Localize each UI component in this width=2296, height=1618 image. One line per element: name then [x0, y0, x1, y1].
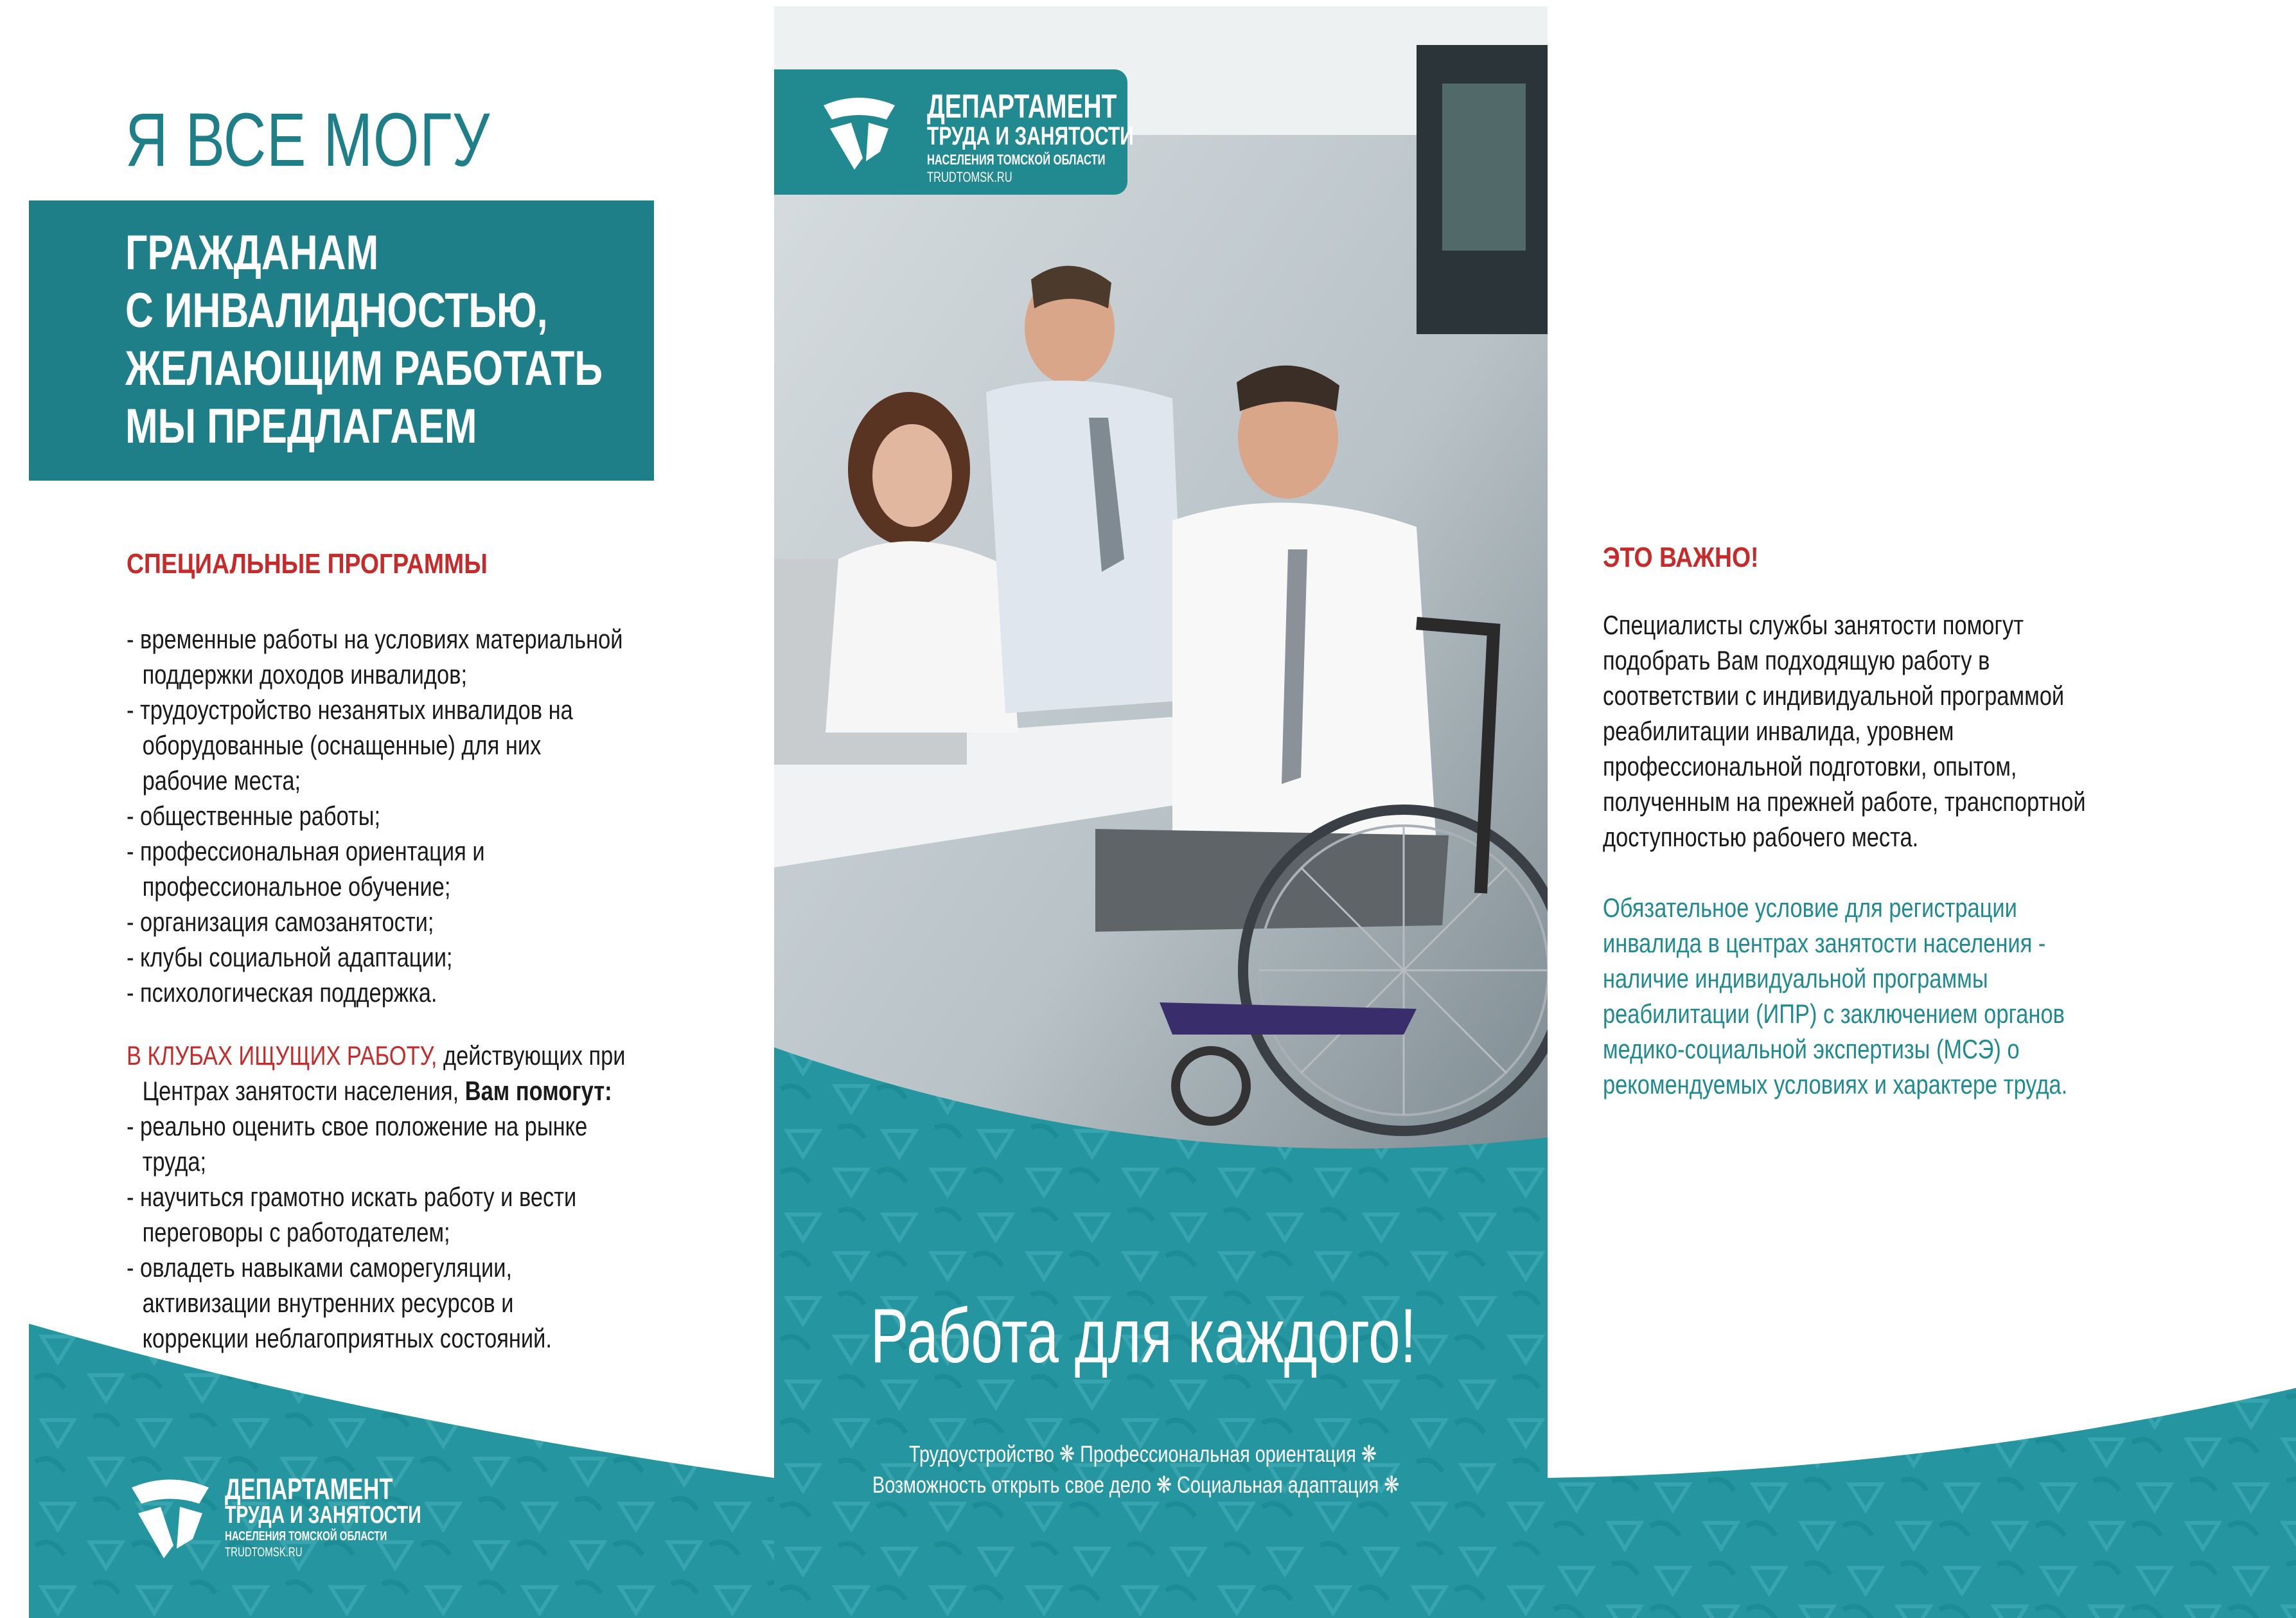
banner-line-3: ЖЕЛАЮЩИМ РАБОТАТЬ — [125, 341, 603, 396]
department-logo-bottom — [122, 1468, 421, 1571]
paragraph-line: профессиональной подготовки, опытом, — [1603, 751, 2017, 781]
list-item: профессиональное обучение; — [142, 871, 451, 902]
logo-line-4: TRUDTOMSK.RU — [225, 1545, 303, 1560]
clubs-line2-prefix: Центрах занятости населения, — [142, 1076, 465, 1106]
paragraph-line: полученным на прежней работе, транспортной — [1603, 787, 2086, 817]
paragraph-line: доступностью рабочего места. — [1603, 822, 1919, 852]
banner-line-2: С ИНВАЛИДНОСТЬЮ, — [125, 283, 548, 338]
list-item: - психологическая поддержка. — [127, 977, 437, 1008]
programs-heading: СПЕЦИАЛЬНЫЕ ПРОГРАММЫ — [127, 548, 488, 580]
right-wave-decoration — [1548, 1388, 2296, 1618]
clubs-rest-text: действующих при — [437, 1040, 626, 1071]
paragraph-line: Специалисты службы занятости помогут — [1603, 610, 2024, 640]
list-item: - профессиональная ориентация и — [127, 836, 485, 866]
list-item: - овладеть навыками саморегуляции, — [127, 1252, 513, 1283]
logo-line-2: ТРУДА И ЗАНЯТОСТИ — [225, 1502, 421, 1529]
paragraph-line: рекомендуемых условиях и характере труда. — [1603, 1069, 2068, 1099]
clubs-red-text: В КЛУБАХ ИЩУЩИХ РАБОТУ, — [127, 1040, 437, 1071]
paragraph-line: реабилитации инвалида, уровнем — [1603, 716, 1954, 746]
paragraph-line: медико-социальной экспертизы (МСЭ) о — [1603, 1034, 2020, 1064]
brochure-title: Я ВСЕ МОГУ — [125, 98, 491, 182]
clubs-intro-line-2 — [127, 1073, 626, 1108]
paragraph-line: реабилитации (ИПР) с заключением органов — [1603, 999, 2065, 1029]
important-heading: ЭТО ВАЖНО! — [1603, 542, 1759, 573]
registration-condition-paragraph — [1603, 890, 2067, 1102]
middle-panel — [774, 6, 1548, 1618]
list-item: - организация самозанятости; — [127, 907, 434, 937]
paragraph-line: наличие индивидуальной программы — [1603, 963, 1988, 993]
paragraph-line: инвалида в центрах занятости населения - — [1603, 928, 2046, 958]
list-item: - временные работы на условиях материальной — [127, 624, 623, 654]
list-item: рабочие места; — [142, 765, 301, 796]
logo-line-2: ТРУДА И ЗАНЯТОСТИ — [927, 122, 1134, 150]
paragraph-line: соответствии с индивидуальной программой — [1603, 680, 2065, 711]
logo-line-1: ДЕПАРТАМЕНТ — [225, 1472, 393, 1506]
list-item: оборудованные (оснащенные) для них — [142, 730, 542, 760]
department-emblem-icon — [816, 87, 903, 174]
logo-line-4: TRUDTOMSK.RU — [927, 169, 1012, 185]
paragraph-line: подобрать Вам подходящую работу в — [1603, 645, 1990, 675]
logo-line-3: НАСЕЛЕНИЯ ТОМСКОЙ ОБЛАСТИ — [225, 1529, 387, 1543]
list-item: труда; — [142, 1146, 207, 1177]
logo-line-3: НАСЕЛЕНИЯ ТОМСКОЙ ОБЛАСТИ — [927, 152, 1106, 168]
banner-line-1: ГРАЖДАНАМ — [125, 226, 379, 280]
list-item: коррекции неблагоприятных состояний. — [142, 1323, 552, 1353]
department-emblem-icon — [122, 1468, 218, 1565]
banner-line-4: МЫ ПРЕДЛАГАЕМ — [125, 399, 477, 454]
clubs-section — [127, 1038, 626, 1356]
list-item: поддержки доходов инвалидов; — [142, 659, 468, 689]
list-item: - трудоустройство незанятых инвалидов на — [127, 695, 573, 725]
list-item: - научиться грамотно искать работу и вести — [127, 1182, 577, 1212]
department-logo-top — [774, 69, 1134, 195]
programs-list — [127, 621, 623, 1010]
services-line-1: Трудоустройство ❋ Профессиональная ориентация ❋ — [909, 1441, 1377, 1467]
target-audience-banner — [29, 200, 654, 481]
paragraph-line: Обязательное условие для регистрации — [1603, 893, 2017, 923]
list-item: - реально оценить свое положение на рынке — [127, 1111, 588, 1141]
services-line-2: Возможность открыть свое дело ❋ Социальная адаптация ❋ — [872, 1471, 1400, 1498]
slogan: Работа для каждого! — [870, 1293, 1417, 1379]
list-item: - клубы социальной адаптации; — [127, 942, 453, 972]
list-item: активизации внутренних ресурсов и — [142, 1288, 514, 1318]
list-item: - общественные работы; — [127, 801, 381, 831]
logo-line-1: ДЕПАРТАМЕНТ — [927, 88, 1117, 125]
clubs-line2-bold: Вам помогут: — [464, 1076, 612, 1106]
list-item: переговоры с работодателем; — [142, 1217, 450, 1247]
employment-help-paragraph — [1603, 607, 2086, 855]
clubs-intro-line — [127, 1038, 626, 1073]
